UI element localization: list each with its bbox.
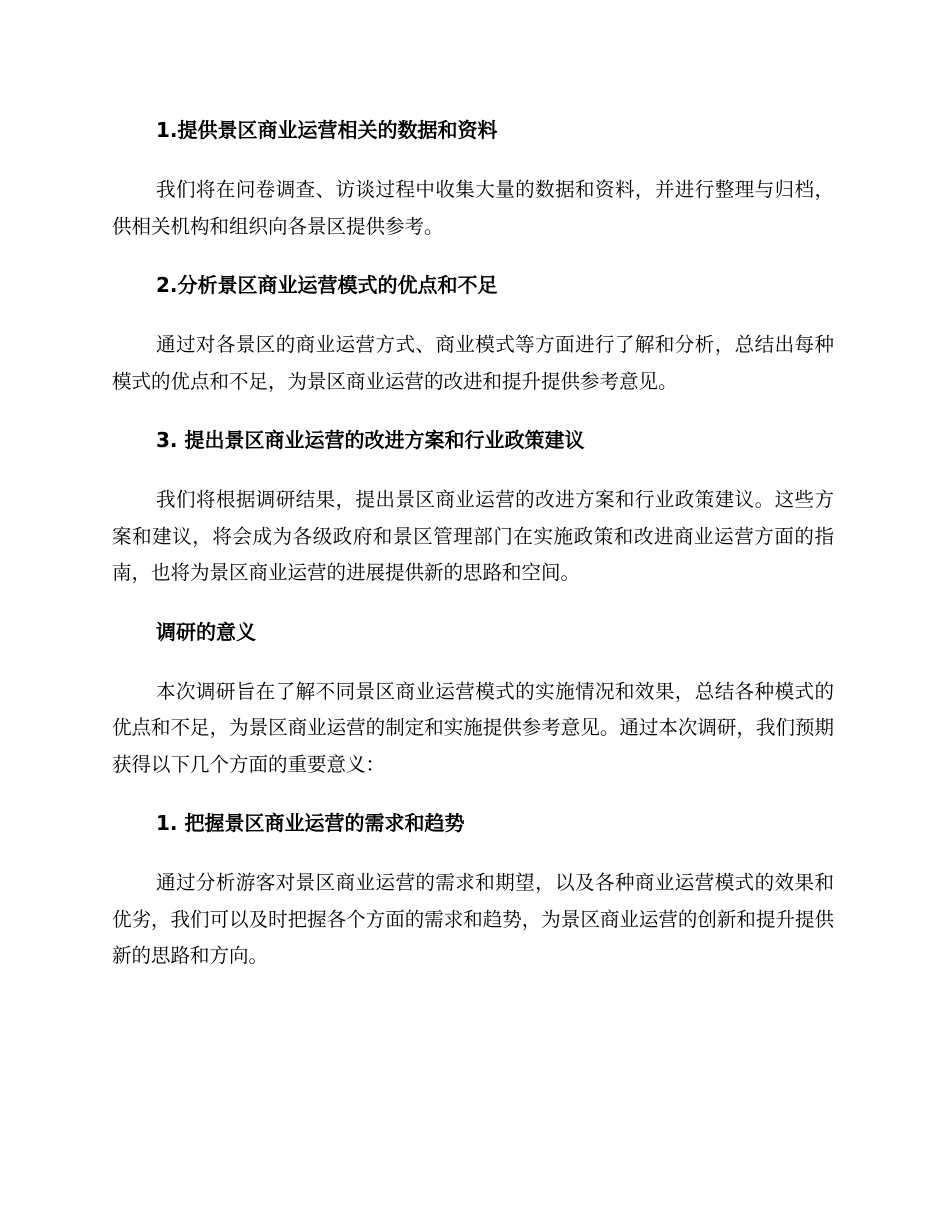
paragraph-provide-data: 我们将在问卷调查、访谈过程中收集大量的数据和资料，并进行整理与归档，供相关机构和组织向各景区提供参考。 [112, 178, 834, 238]
spacer [112, 592, 834, 614]
spacer [112, 650, 834, 674]
spacer [112, 783, 834, 805]
paragraph-research-significance: 本次调研旨在了解不同景区商业运营模式的实施情况和效果，总结各种模式的优点和不足，为景区商业运营的制定和实施提供参考意见。通过本次调研，我们预期获得以下几个方面的重要意义： [112, 679, 834, 776]
section-heading-research-significance: 调研的意义 [156, 619, 256, 644]
section-heading-demand-trends: 1. 把握景区商业运营的需求和趋势 [156, 811, 465, 835]
section-heading-analyze-models: 2.分析景区商业运营模式的优点和不足 [156, 273, 498, 297]
spacer [112, 303, 834, 327]
section-heading-improvement-proposals: 3. 提出景区商业运营的改进方案和行业政策建议 [156, 428, 585, 452]
spacer [112, 148, 834, 172]
paragraph-analyze-models: 通过对各景区的商业运营方式、商业模式等方面进行了解和分析，总结出每种模式的优点和不足，为景区商业运营的改进和提升提供参考意见。 [112, 333, 834, 393]
section-heading-provide-data: 1.提供景区商业运营相关的数据和资料 [156, 118, 498, 142]
paragraph-demand-trends: 通过分析游客对景区商业运营的需求和期望，以及各种商业运营模式的效果和优劣，我们可以及时把握各个方面的需求和趋势，为景区商业运营的创新和提升提供新的思路和方向。 [112, 871, 834, 967]
paragraph-improvement-proposals: 我们将根据调研结果，提出景区商业运营的改进方案和行业政策建议。这些方案和建议，将会成为各级政府和景区管理部门在实施政策和改进商业运营方面的指南，也将为景区商业运营的进展提供新的思路和空间。 [112, 488, 834, 584]
spacer [112, 841, 834, 865]
spacer [112, 400, 834, 422]
spacer [112, 245, 834, 267]
document-body [112, 112, 834, 975]
spacer [112, 458, 834, 482]
